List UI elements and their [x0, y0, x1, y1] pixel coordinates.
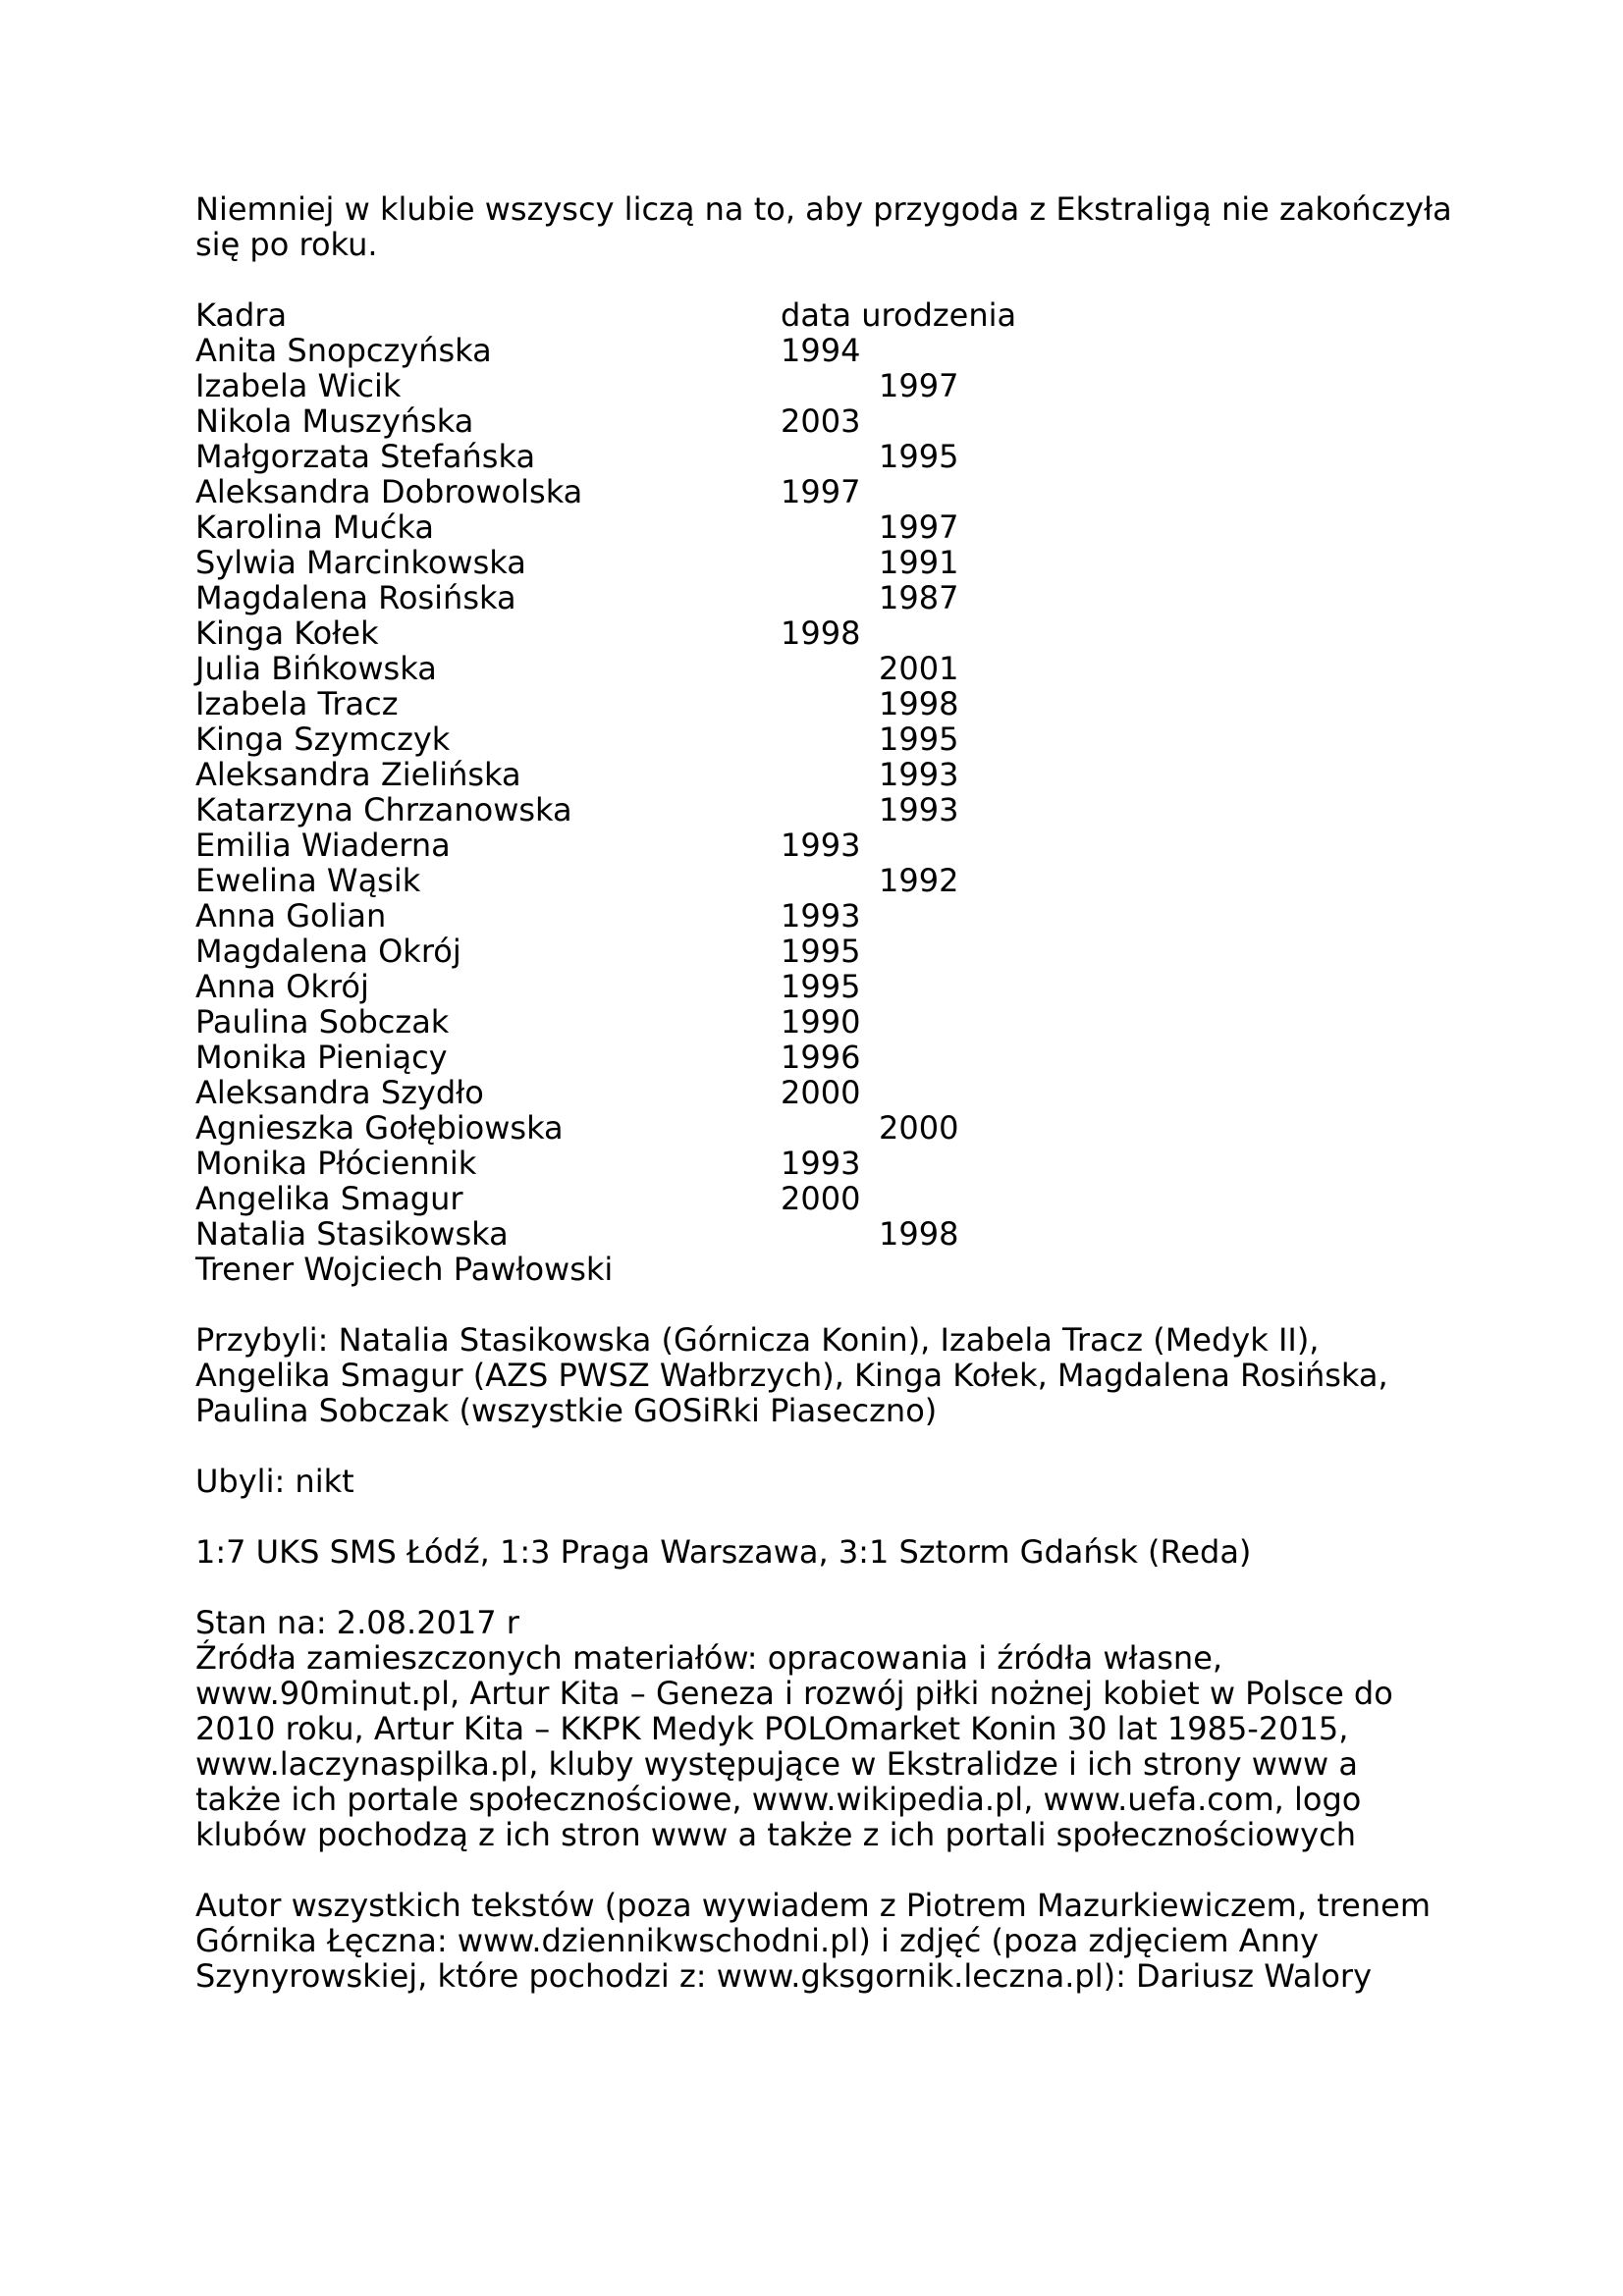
roster-row: [195, 403, 1079, 439]
player-birth-year: 1998: [879, 1215, 959, 1253]
roster-row: [195, 898, 1079, 934]
roster-row: [195, 333, 1079, 368]
roster-row: [195, 686, 1079, 721]
roster-row: [195, 545, 1079, 580]
roster-row: [195, 580, 1079, 615]
player-birth-year: 1993: [781, 897, 861, 934]
roster-row: [195, 1004, 1079, 1040]
sources-paragraph: Źródła zamieszczonych materiałów: opracowania i źródła własne, www.90minut.pl, Artur Kita – Geneza i rozwój piłki nożnej kobiet w Polsce do 2010 roku, Artur Kita – KKPK Medyk POLOmarket Konin 30 lat 1985-2015, www.laczynaspilka.pl, kluby występujące w Ekstralidze i ich strony www a także ich portale społecznościowe, www.wikipedia.pl, www.uefa.com, logo klubów pochodzą z ich stron www a także z ich portali społecznościowych: [195, 1639, 1393, 1853]
player-birth-year: 1995: [781, 968, 861, 1005]
player-name: Karolina Mućka: [195, 508, 434, 546]
player-birth-year: 1998: [879, 685, 959, 722]
player-birth-year: 1995: [879, 721, 959, 758]
roster-row: [195, 1181, 1079, 1216]
roster-row: [195, 1216, 1079, 1252]
roster-row: [195, 509, 1079, 545]
player-birth-year: 1998: [781, 614, 861, 652]
player-name: Małgorzata Stefańska: [195, 438, 536, 475]
player-name: Ewelina Wąsik: [195, 862, 421, 899]
roster-row: [195, 863, 1079, 898]
player-name: Julia Bińkowska: [195, 650, 437, 687]
arrivals-paragraph: Przybyli: Natalia Stasikowska (Górnicza Konin), Izabela Tracz (Medyk II), Angelika Smagur (AZS PWSZ Wałbrzych), Kinga Kołek, Magdalena Rosińska, Paulina Sobczak (wszystkie GOSiRki Piaseczno): [195, 1321, 1388, 1429]
roster-row: [195, 615, 1079, 651]
roster-coach-row: [195, 1252, 1079, 1287]
roster-coach: Trener Wojciech Pawłowski: [195, 1251, 614, 1288]
roster-row: [195, 1075, 1079, 1110]
player-birth-year: 1992: [879, 862, 959, 899]
player-name: Magdalena Rosińska: [195, 579, 516, 616]
player-birth-year: 1993: [781, 827, 861, 864]
roster-header-date: data urodzenia: [781, 296, 1017, 334]
roster-header: [195, 297, 1079, 333]
player-birth-year: 2000: [879, 1109, 959, 1147]
player-birth-year: 1995: [781, 933, 861, 970]
player-name: Agnieszka Gołębiowska: [195, 1109, 564, 1147]
player-birth-year: 2003: [781, 402, 861, 440]
status-date: Stan na: 2.08.2017 r: [195, 1604, 519, 1641]
player-birth-year: 1997: [879, 508, 959, 546]
player-name: Aleksandra Dobrowolska: [195, 473, 583, 510]
player-birth-year: 1995: [879, 438, 959, 475]
roster-row: [195, 757, 1079, 792]
player-name: Angelika Smagur: [195, 1180, 463, 1217]
player-birth-year: 1993: [879, 791, 959, 828]
roster-row: [195, 1146, 1079, 1181]
roster-rows: [195, 333, 1079, 1252]
roster-row: [195, 721, 1079, 757]
results-paragraph: 1:7 UKS SMS Łódź, 1:3 Praga Warszawa, 3:1 Sztorm Gdańsk (Reda): [195, 1533, 1252, 1571]
player-name: Izabela Tracz: [195, 685, 399, 722]
player-birth-year: 1993: [781, 1145, 861, 1182]
roster-row: [195, 828, 1079, 863]
player-birth-year: 1996: [781, 1039, 861, 1076]
roster-row: [195, 439, 1079, 474]
player-birth-year: 1994: [781, 332, 861, 369]
player-name: Aleksandra Szydło: [195, 1074, 484, 1111]
player-name: Monika Pieniący: [195, 1039, 448, 1076]
player-name: Kinga Szymczyk: [195, 721, 451, 758]
player-name: Paulina Sobczak: [195, 1003, 450, 1041]
player-name: Anna Okrój: [195, 968, 369, 1005]
roster-table: [195, 297, 1079, 1287]
player-name: Magdalena Okrój: [195, 933, 461, 970]
roster-row: [195, 1110, 1079, 1146]
departures-paragraph: Ubyli: nikt: [195, 1463, 354, 1500]
player-name: Natalia Stasikowska: [195, 1215, 509, 1253]
intro-paragraph: Niemniej w klubie wszyscy liczą na to, aby przygoda z Ekstraligą nie zakończyła się po roku.: [195, 190, 1452, 263]
player-name: Monika Płóciennik: [195, 1145, 477, 1182]
player-name: Kinga Kołek: [195, 614, 379, 652]
roster-header-name: Kadra: [195, 296, 288, 334]
player-name: Katarzyna Chrzanowska: [195, 791, 572, 828]
player-name: Anita Snopczyńska: [195, 332, 492, 369]
roster-row: [195, 969, 1079, 1004]
player-birth-year: 1997: [781, 473, 861, 510]
player-name: Nikola Muszyńska: [195, 402, 474, 440]
player-birth-year: 1991: [879, 544, 959, 581]
roster-row: [195, 368, 1079, 403]
player-name: Aleksandra Zielińska: [195, 756, 521, 793]
roster-row: [195, 792, 1079, 828]
player-birth-year: 2000: [781, 1180, 861, 1217]
player-name: Emilia Wiaderna: [195, 827, 451, 864]
player-birth-year: 2001: [879, 650, 959, 687]
player-birth-year: 1990: [781, 1003, 861, 1041]
player-birth-year: 1987: [879, 579, 959, 616]
roster-row: [195, 474, 1079, 509]
player-name: Sylwia Marcinkowska: [195, 544, 526, 581]
status-section: [195, 1605, 1452, 1852]
author-paragraph: Autor wszystkich tekstów (poza wywiadem z Piotrem Mazurkiewiczem, trenem Górnika Łęczna: www.dziennikwschodni.pl) i zdjęć (poza zdjęciem Anny Szynyrowskiej, które pochodzi z: www.gksgornik.leczna.pl): Dariusz Walory: [195, 1887, 1431, 1995]
player-name: Izabela Wicik: [195, 367, 402, 404]
roster-row: [195, 934, 1079, 969]
player-birth-year: 1997: [879, 367, 959, 404]
player-name: Anna Golian: [195, 897, 387, 934]
player-birth-year: 2000: [781, 1074, 861, 1111]
roster-row: [195, 1040, 1079, 1075]
player-birth-year: 1993: [879, 756, 959, 793]
roster-row: [195, 651, 1079, 686]
